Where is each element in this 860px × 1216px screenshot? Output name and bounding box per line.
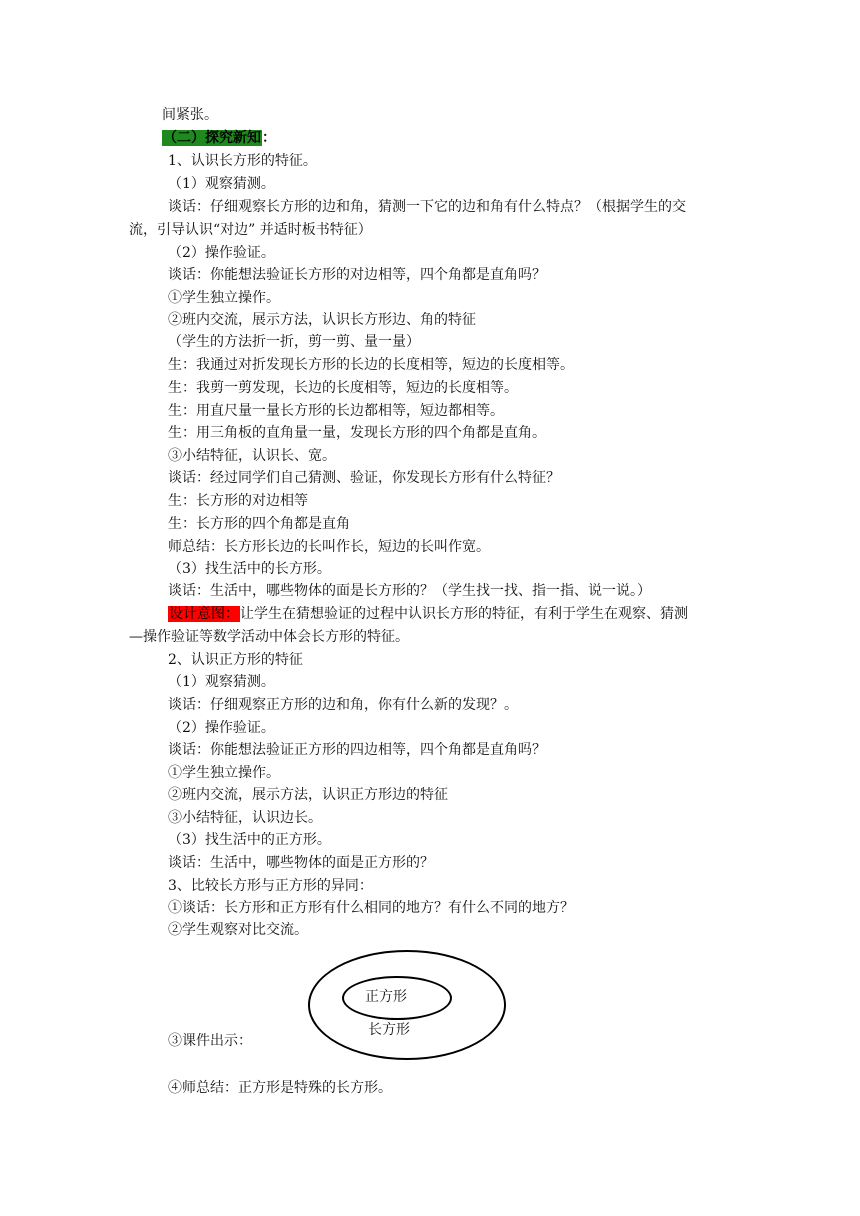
text-line: 谈话：你能想法验证长方形的对边相等，四个角都是直角吗？ [168,267,546,283]
section-heading-colon: ： [262,130,276,146]
text-line: （2）操作验证。 [168,245,275,261]
text-line: 1、认识长方形的特征。 [168,153,317,169]
text-line: 谈话：仔细观察正方形的边和角，你有什么新的发现？。 [168,697,518,713]
design-intent-label: 设计意图： [169,606,239,622]
design-intent-text: 让学生在猜想验证的过程中认识长方形的特征，有利于学生在观察、猜测 [240,606,688,622]
text-line: ①学生独立操作。 [168,290,280,306]
square-set-label: 正方形 [365,989,407,1005]
text-line: 间紧张。 [162,107,218,123]
text-line: ③课件出示： [168,1033,252,1049]
text-line: 生：长方形的四个角都是直角 [168,516,350,532]
text-line: —操作验证等数学活动中体会长方形的特征。 [129,629,409,645]
text-line: 生：我通过对折发现长方形的长边的长度相等，短边的长度相等。 [168,357,574,373]
text-line: 生：用三角板的直角量一量，发现长方形的四个角都是直角。 [168,425,546,441]
text-line: 2、认识正方形的特征 [168,652,303,668]
text-line: （学生的方法折一折，剪一剪、量一量） [168,334,420,350]
text-line: 流，引导认识“对边” 并适时板书特征） [129,222,372,238]
section-heading-highlight: （二）探究新知 [163,130,261,146]
text-line: （1）观察猜测。 [168,176,275,192]
text-line: ③小结特征，认识长、宽。 [168,448,336,464]
text-line: ③小结特征，认识边长。 [168,810,322,826]
section-heading [162,128,276,148]
text-line: 生：长方形的对边相等 [168,493,308,509]
text-line: ②学生观察对比交流。 [168,922,308,938]
text-line: 师总结：长方形长边的长叫作长，短边的长叫作宽。 [168,539,490,555]
text-line: ④师总结：正方形是特殊的长方形。 [168,1080,392,1096]
text-line: 谈话：生活中，哪些物体的面是正方形的？ [168,855,434,871]
text-line: （3）找生活中的正方形。 [168,832,331,848]
design-intent-line [168,604,688,624]
text-line: （3）找生活中的长方形。 [168,561,331,577]
text-line: （2）操作验证。 [168,720,275,736]
text-line: 谈话：生活中，哪些物体的面是长方形的？（学生找一找、指一指、说一说。） [168,583,651,599]
text-line: 谈话：仔细观察长方形的边和角，猜测一下它的边和角有什么特点？（根据学生的交 [168,199,686,215]
text-line: 生：用直尺量一量长方形的长边都相等，短边都相等。 [168,403,504,419]
text-line: 3、比较长方形与正方形的异同： [168,878,373,894]
text-line: 谈话：经过同学们自己猜测、验证，你发现长方形有什么特征？ [168,470,560,486]
text-line: ②班内交流，展示方法，认识正方形边的特征 [168,787,448,803]
set-relation-diagram [308,950,504,1058]
text-line: ②班内交流，展示方法，认识长方形边、角的特征 [168,312,476,328]
text-line: ①学生独立操作。 [168,765,280,781]
text-line: ①谈话：长方形和正方形有什么相同的地方？有什么不同的地方？ [168,900,574,916]
text-line: 谈话：你能想法验证正方形的四边相等，四个角都是直角吗？ [168,742,546,758]
rectangle-set-label: 长方形 [368,1022,410,1038]
text-line: 生：我剪一剪发现，长边的长度相等，短边的长度相等。 [168,380,518,396]
text-line: （1）观察猜测。 [168,674,275,690]
